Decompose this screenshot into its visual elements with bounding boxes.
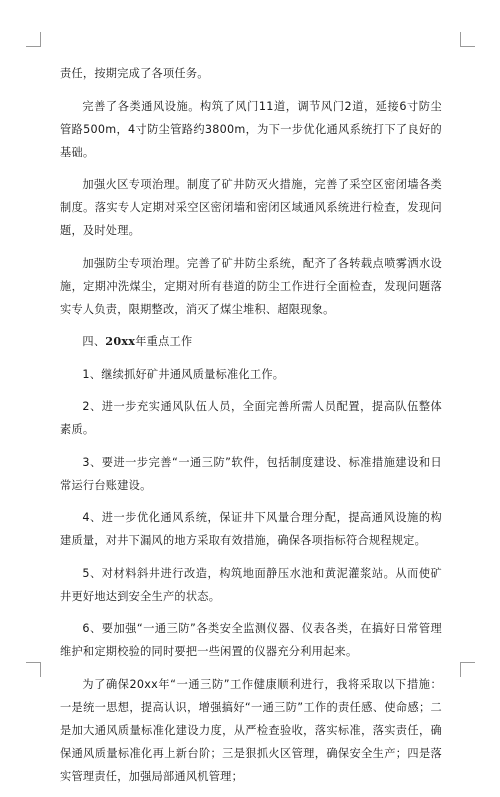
paragraph-ventilation-facilities: 完善了各类通风设施。构筑了风门11道，调节风门2道，延接6寸防尘管路500m，4寸防尘管路约3800m，为下一步优化通风系统打下了良好的基础。 <box>60 99 442 159</box>
list-item-6: 6、要加强“一通三防”各类安全监测仪器、仪表各类，在搞好日常管理维护和定期校验的同时要把一些闲置的仪器充分利用起来。 <box>60 622 442 658</box>
paragraph-dust-control: 加强防尘专项治理。完善了矿井防尘系统，配齐了各转载点喷雾洒水设施，定期冲洗煤尘，定期对所有巷道的防尘工作进行全面检查，发现问题落实专人负责，限期整改，消灭了煤尘堆积、超限现象。 <box>60 256 442 316</box>
crop-mark-top-right <box>460 32 475 47</box>
crop-mark-bottom-left <box>26 662 41 677</box>
crop-mark-bottom-right <box>460 662 475 677</box>
document-body <box>60 62 442 797</box>
list-item-1: 1、继续抓好矿井通风质量标准化工作。 <box>82 367 285 381</box>
crop-mark-top-left <box>26 32 41 47</box>
heading-year: 20xx <box>105 334 136 348</box>
heading-prefix: 四、 <box>82 335 106 348</box>
list-item-5: 5、对材料斜井进行改造，构筑地面静压水池和黄泥灌浆站。从而使矿井更好地达到安全生产的状态。 <box>60 566 442 603</box>
paragraph-continuation: 责任，按期完成了各项任务。 <box>60 67 209 80</box>
list-item-4: 4、进一步优化通风系统，保证井下风量合理分配，提高通风设施的构建质量，对井下漏风的地方采取有效措施，确保各项指标符合规程规定。 <box>60 511 442 547</box>
list-item-2: 2、进一步充实通风队伍人员，全面完善所需人员配置，提高队伍整体素质。 <box>60 400 442 436</box>
paragraph-closing-measures: 为了确保20xx年“一通三防”工作健康顺利进行，我将采取以下措施：一是统一思想，提高认识，增强搞好“一通三防”工作的责任感、使命感；二是加大通风质量标准化建设力度，从严检查验收，落实标准，落实责任，确保通风质量标准化再上新台阶；三是狠抓火区管理，确保安全生产；四是落实管理责任，加强局部通风机管理； <box>60 677 442 783</box>
heading-suffix: 年重点工作 <box>135 335 193 348</box>
paragraph-fire-zone: 加强火区专项治理。制度了矿井防灭火措施，完善了采空区密闭墙各类制度。落实专人定期对采空区密闭墙和密闭区域通风系统进行检查，发现问题，及时处理。 <box>60 178 442 237</box>
list-item-3: 3、要进一步完善“一通三防”软件，包括制度建设、标准措施建设和日常运行台账建设。 <box>60 455 442 492</box>
section-heading <box>60 330 442 353</box>
